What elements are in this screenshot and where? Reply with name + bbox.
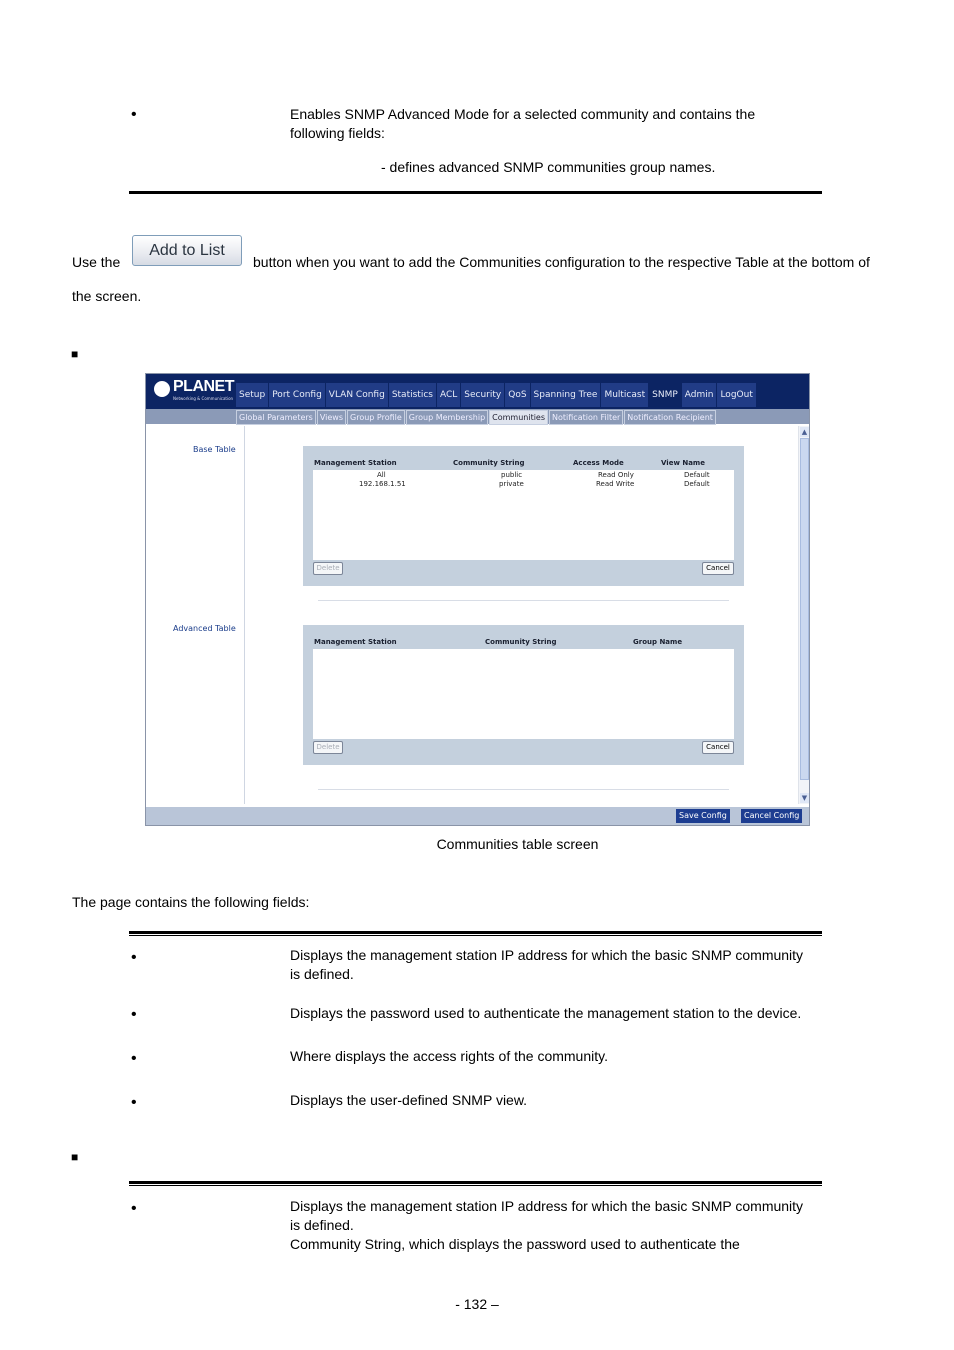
nav-security[interactable]: Security bbox=[461, 383, 505, 407]
sub-navigation-bar bbox=[146, 409, 809, 424]
intro-line-2: following fields: bbox=[290, 125, 385, 141]
table-top-rule-thin bbox=[129, 1185, 822, 1186]
nav-snmp[interactable]: SNMP bbox=[649, 383, 682, 407]
bullet-marker: • bbox=[131, 1006, 137, 1023]
table-top-rule bbox=[129, 1181, 822, 1184]
logo-text: PLANET bbox=[173, 378, 234, 395]
base-header-view-name: View Name bbox=[661, 459, 705, 467]
cancel-config-button[interactable]: Cancel Config bbox=[741, 809, 802, 823]
planet-logo bbox=[154, 378, 234, 406]
logo-mark-icon bbox=[154, 381, 170, 397]
base-cell[interactable]: Read Only bbox=[598, 471, 634, 479]
base-cell[interactable]: Default bbox=[684, 471, 710, 479]
field-description: Displays the user-defined SNMP view. bbox=[290, 1092, 528, 1108]
subtab-group-profile[interactable]: Group Profile bbox=[347, 410, 405, 425]
nav-statistics[interactable]: Statistics bbox=[389, 383, 437, 407]
base-table bbox=[303, 446, 744, 586]
nav-port-config[interactable]: Port Config bbox=[269, 383, 326, 407]
nav-acl[interactable]: ACL bbox=[437, 383, 461, 407]
left-pane bbox=[146, 426, 245, 804]
subtab-notification-filter[interactable]: Notification Filter bbox=[549, 410, 623, 425]
group-name-description: - defines advanced SNMP communities group names. bbox=[381, 159, 716, 175]
bottom-action-bar bbox=[146, 807, 809, 825]
field-description: is defined. bbox=[290, 1217, 354, 1233]
subtab-views[interactable]: Views bbox=[317, 410, 346, 425]
nav-logout[interactable]: LogOut bbox=[717, 383, 756, 407]
subtab-group-membership[interactable]: Group Membership bbox=[406, 410, 488, 425]
table-top-rule bbox=[129, 931, 822, 934]
adv-header-community-string: Community String bbox=[485, 638, 557, 646]
base-cell[interactable]: private bbox=[499, 480, 524, 488]
table-top-rule-thin bbox=[129, 935, 822, 936]
page-number: - 132 – bbox=[455, 1296, 499, 1312]
bullet-marker: • bbox=[131, 106, 137, 123]
base-cell[interactable]: All bbox=[377, 471, 386, 479]
advanced-table-body bbox=[313, 649, 734, 739]
base-delete-button[interactable]: Delete bbox=[313, 562, 343, 575]
intro-line-1: Enables SNMP Advanced Mode for a selected community and contains the bbox=[290, 106, 756, 122]
main-nav bbox=[236, 383, 757, 407]
base-table-body bbox=[313, 470, 734, 560]
divider bbox=[318, 600, 729, 601]
advanced-delete-button[interactable]: Delete bbox=[313, 741, 343, 754]
communities-screenshot bbox=[145, 373, 810, 826]
base-table-label: Base Table bbox=[193, 445, 236, 454]
top-navigation-bar bbox=[146, 374, 809, 409]
bullet-marker: • bbox=[131, 1200, 137, 1217]
field-description: Where displays the access rights of the community. bbox=[290, 1048, 608, 1064]
nav-admin[interactable]: Admin bbox=[682, 383, 718, 407]
base-cancel-button[interactable]: Cancel bbox=[702, 562, 734, 575]
table-rule bbox=[129, 191, 822, 194]
add-to-list-continuation: the screen. bbox=[72, 288, 142, 304]
nav-multicast[interactable]: Multicast bbox=[601, 383, 649, 407]
scroll-down-icon[interactable]: ▼ bbox=[801, 794, 808, 802]
figure-caption: Communities table screen bbox=[436, 836, 599, 852]
base-cell[interactable]: Default bbox=[684, 480, 710, 488]
subtab-communities[interactable]: Communities bbox=[489, 410, 548, 425]
bullet-marker: • bbox=[131, 1050, 137, 1067]
section-marker: ■ bbox=[71, 347, 79, 361]
field-description: Displays the management station IP address for which the basic SNMP community bbox=[290, 1198, 804, 1214]
divider bbox=[318, 789, 729, 790]
subtab-notification-recipient[interactable]: Notification Recipient bbox=[624, 410, 716, 425]
logo-subtitle: Networking & Communication bbox=[173, 396, 234, 401]
nav-qos[interactable]: QoS bbox=[505, 383, 530, 407]
section-marker: ■ bbox=[71, 1150, 79, 1164]
advanced-table bbox=[303, 625, 744, 765]
vertical-scrollbar[interactable] bbox=[798, 426, 810, 804]
adv-header-management-station: Management Station bbox=[314, 638, 397, 646]
nav-spanning-tree[interactable]: Spanning Tree bbox=[531, 383, 602, 407]
add-to-list-button[interactable]: Add to List bbox=[132, 235, 242, 266]
base-cell[interactable]: Read Write bbox=[596, 480, 635, 488]
add-to-list-prefix: Use the bbox=[72, 254, 121, 270]
base-header-access-mode: Access Mode bbox=[573, 459, 624, 467]
advanced-cancel-button[interactable]: Cancel bbox=[702, 741, 734, 754]
field-description: is defined. bbox=[290, 966, 354, 982]
add-to-list-suffix: button when you want to add the Communities configuration to the respective Table at the bottom of bbox=[253, 254, 870, 270]
base-header-community-string: Community String bbox=[453, 459, 525, 467]
save-config-button[interactable]: Save Config bbox=[676, 809, 730, 823]
bullet-marker: • bbox=[131, 949, 137, 966]
base-header-management-station: Management Station bbox=[314, 459, 397, 467]
field-description: Displays the management station IP address for which the basic SNMP community bbox=[290, 947, 804, 963]
bullet-marker: • bbox=[131, 1094, 137, 1111]
base-cell[interactable]: public bbox=[501, 471, 523, 479]
field-description: Community String, which displays the password used to authenticate the bbox=[290, 1236, 740, 1252]
base-cell[interactable]: 192.168.1.51 bbox=[359, 480, 406, 488]
scroll-thumb[interactable] bbox=[800, 438, 809, 780]
field-description: Displays the password used to authenticate the management station to the device. bbox=[290, 1005, 802, 1021]
nav-setup[interactable]: Setup bbox=[236, 383, 269, 407]
subtab-global-parameters[interactable]: Global Parameters bbox=[236, 410, 316, 425]
adv-header-group-name: Group Name bbox=[633, 638, 683, 646]
advanced-table-label: Advanced Table bbox=[173, 624, 236, 633]
scroll-up-icon[interactable]: ▲ bbox=[801, 428, 808, 436]
nav-vlan-config[interactable]: VLAN Config bbox=[326, 383, 389, 407]
fields-intro: The page contains the following fields: bbox=[72, 894, 310, 910]
